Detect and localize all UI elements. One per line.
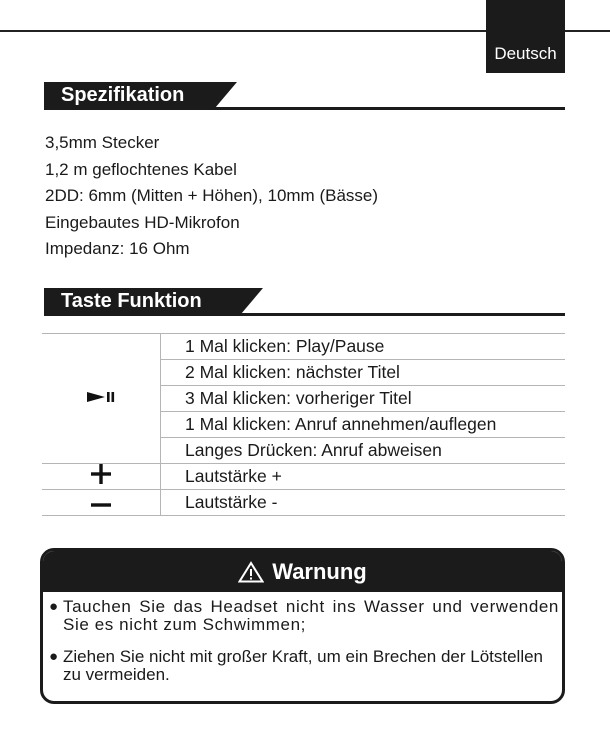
buttons-section-header [44,288,565,316]
table-row [42,334,565,360]
minus-cell [42,490,161,516]
warning-item [47,648,562,684]
action-text: Lautstärke - [161,490,566,516]
plus-cell [42,464,161,490]
play-pause-icon [87,390,115,404]
plus-icon [91,464,111,484]
minus-icon [91,502,111,508]
spec-item: Impedanz: 16 Ohm [45,239,190,258]
warning-list [43,592,562,684]
warning-box [40,548,565,704]
action-text: 3 Mal klicken: vorheriger Titel [161,386,566,412]
spec-section-header [44,82,565,110]
table-row [42,464,565,490]
buttons-underline [44,313,565,316]
spec-item: 2DD: 6mm (Mitten + Höhen), 10mm (Bässe) [45,186,379,205]
language-label: Deutsch [494,44,557,63]
warning-item-text: Tauchen Sie das Headset nicht ins Wasser und verwenden Sie es nicht zum Schwimmen; [63,597,559,634]
action-text: 2 Mal klicken: nächster Titel [161,360,566,386]
action-text: 1 Mal klicken: Anruf annehmen/auflegen [161,412,566,438]
spec-underline [44,107,565,110]
bullet-icon: ● [49,598,59,615]
spec-list [45,130,378,263]
warning-title: Warnung [272,558,367,584]
language-tab [486,0,565,73]
spec-title: Spezifikation [44,82,215,108]
warning-triangle-icon [238,561,264,583]
action-text: Langes Drücken: Anruf abweisen [161,438,566,464]
warning-item-text: Ziehen Sie nicht mit großer Kraft, um ein Brechen der Lötstellen zu vermeiden. [63,647,544,684]
spec-item: Eingebautes HD-Mikrofon [45,212,240,232]
warning-header [43,551,562,592]
spec-item: 3,5mm Stecker [45,133,160,152]
spec-item: 1,2 m geflochtenes Kabel [45,159,237,179]
table-row [42,490,565,516]
warning-item [47,598,559,634]
play-pause-cell [42,334,161,464]
buttons-title: Taste Funktion [44,288,241,314]
bullet-icon: ● [49,648,59,665]
action-text: Lautstärke + [161,464,566,490]
action-text: 1 Mal klicken: Play/Pause [161,334,566,360]
button-function-table [42,333,565,516]
